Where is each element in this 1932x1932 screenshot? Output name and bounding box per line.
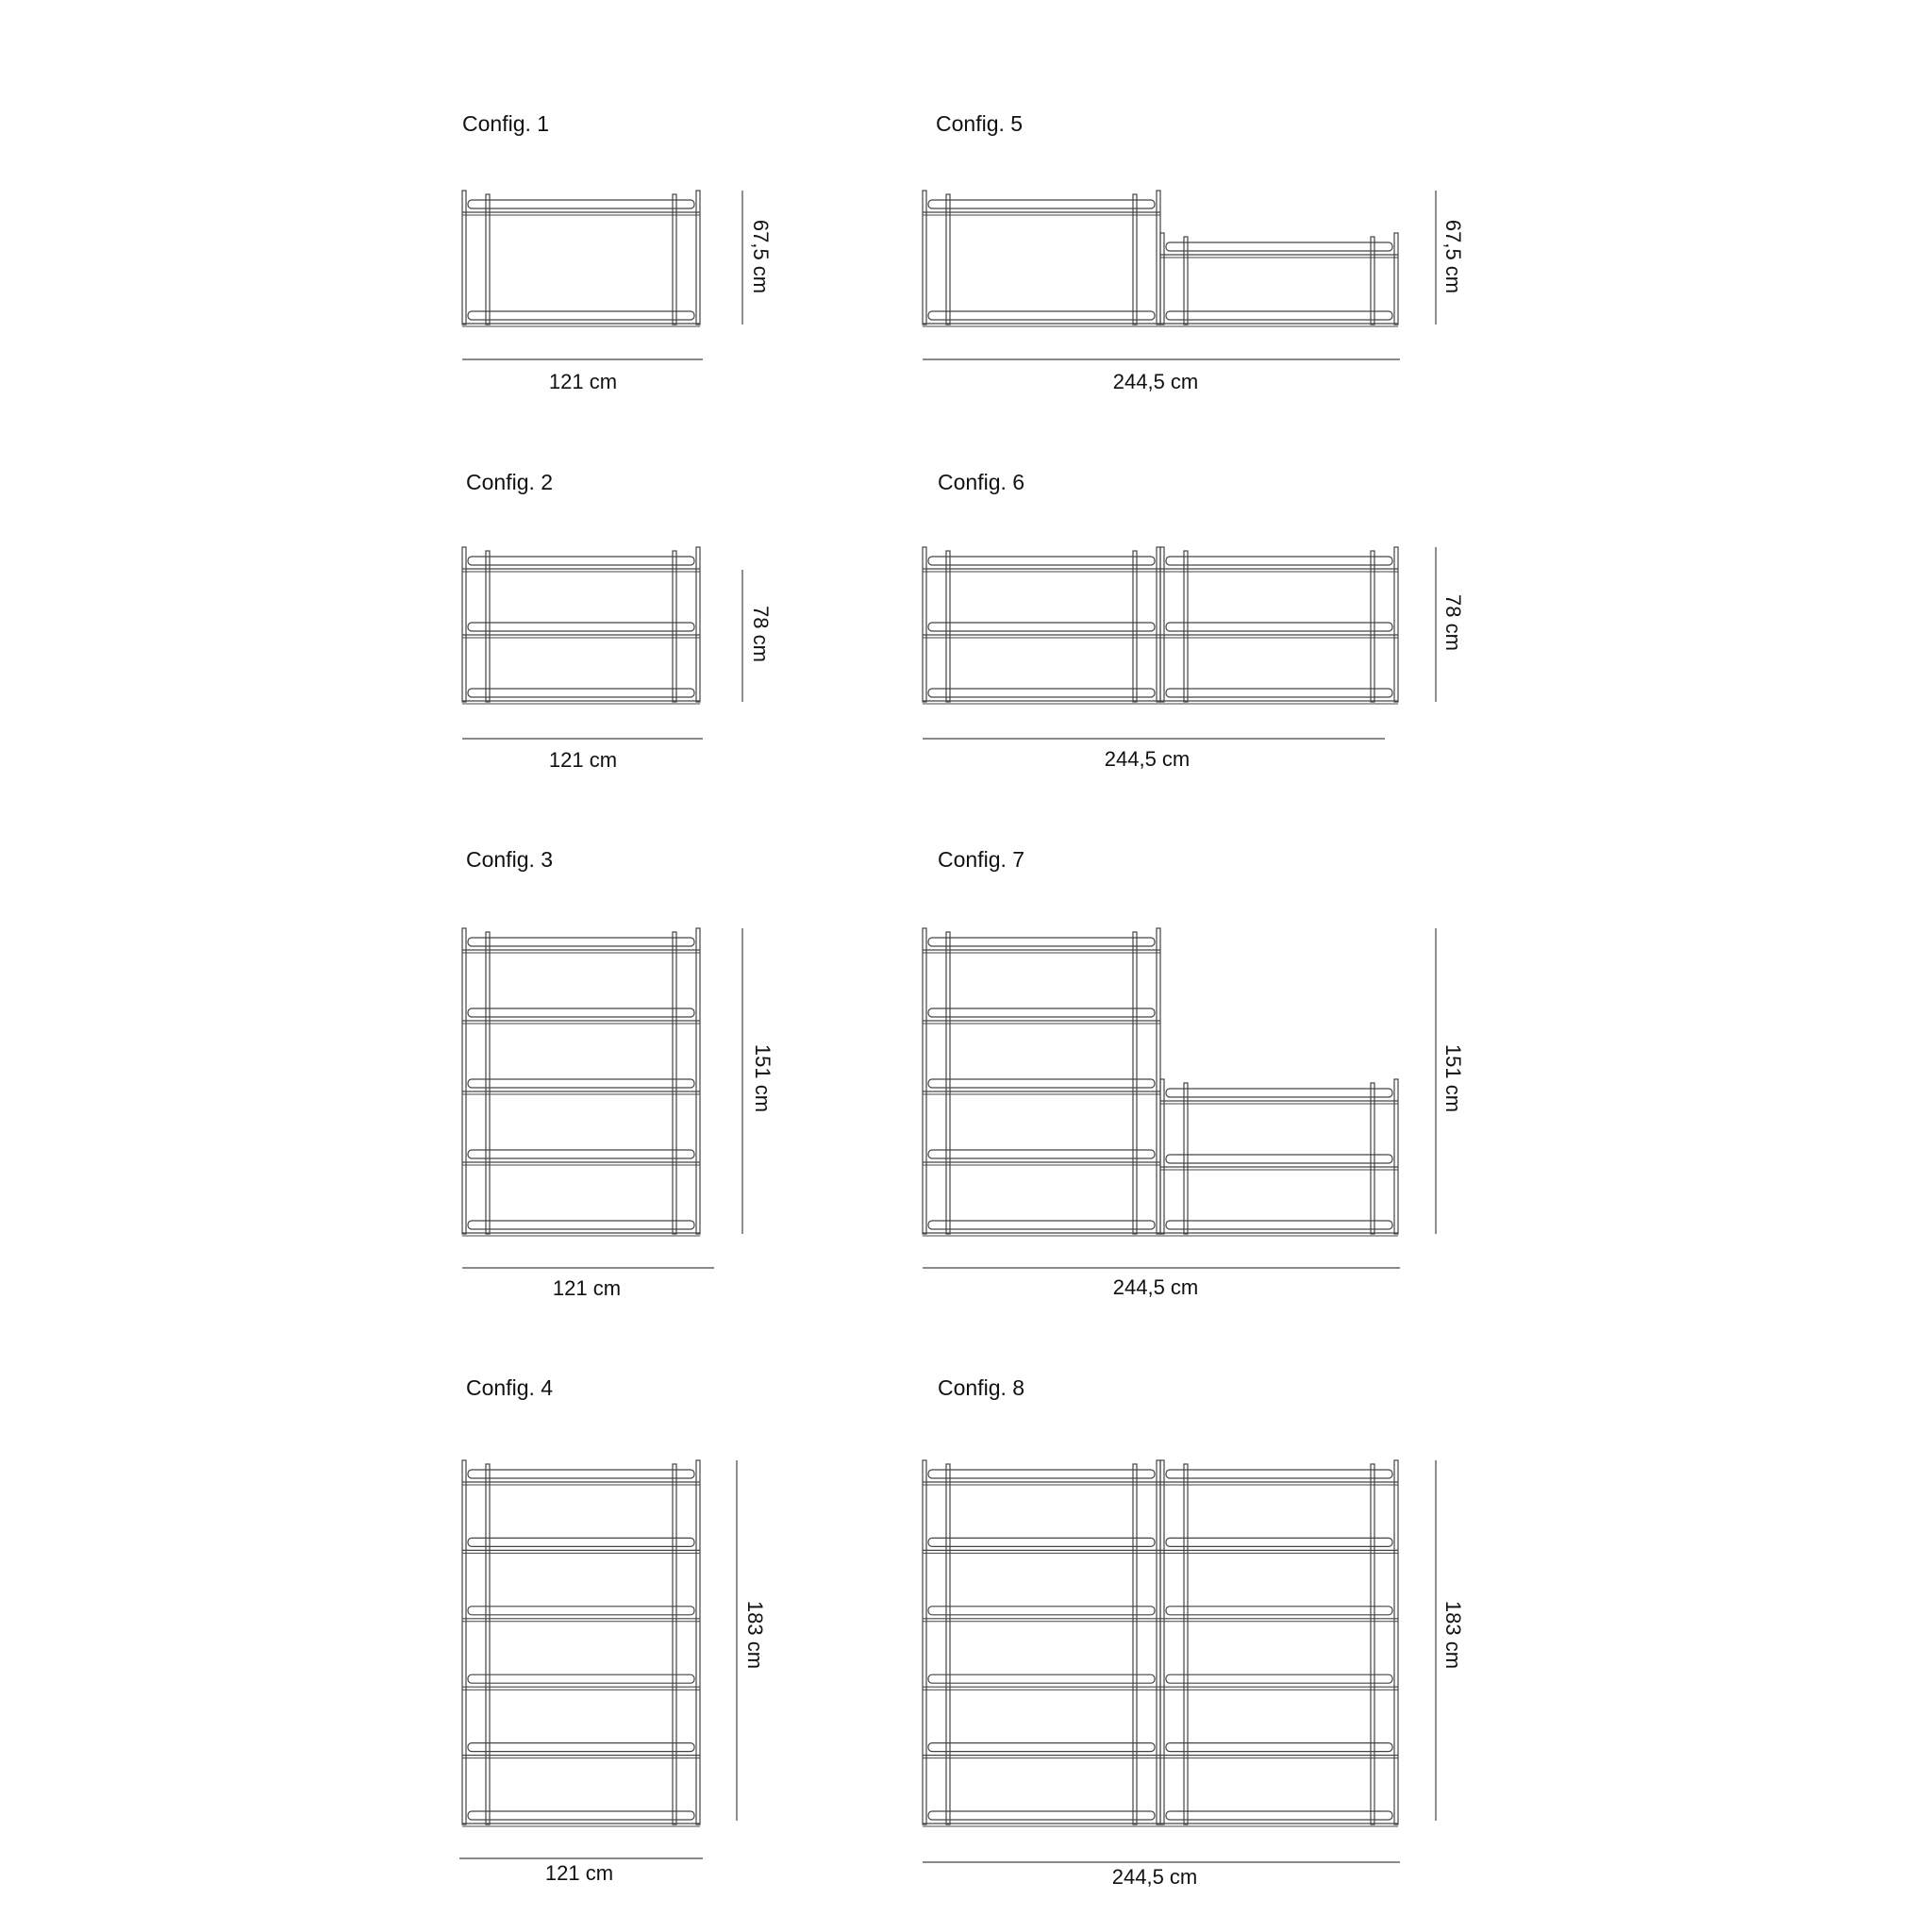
shelf-board [1166,1470,1392,1478]
config-label: Config. 5 [936,111,1024,136]
width-dimension: 121 cm [548,748,618,772]
height-dimension: 78 cm [749,606,773,662]
inner-post [1133,1464,1137,1824]
config-label: Config. 7 [938,847,1025,872]
shelf-module-1 [1160,1460,1398,1826]
config-label: Config. 3 [466,847,554,872]
width-dimension: 244,5 cm [1112,1275,1199,1299]
shelf-board [928,1811,1155,1820]
shelf-board [928,1470,1155,1478]
width-dimension: 121 cm [552,1276,622,1300]
shelf-board [928,1538,1155,1546]
shelf-board [1166,1743,1392,1752]
config-label: Config. 1 [462,111,550,136]
config-label: Config. 6 [938,470,1025,494]
height-dimension: 78 cm [1441,594,1465,651]
shelf-board [1166,1674,1392,1683]
width-dimension: 121 cm [544,1861,614,1885]
height-dimension: 67,5 cm [749,219,773,294]
shelf-board [1166,1607,1392,1615]
shelf-board [928,1607,1155,1615]
shelf-board [928,1674,1155,1683]
shelf-board [1166,1811,1392,1820]
height-dimension: 151 cm [751,1043,774,1113]
width-dimension: 121 cm [548,370,618,393]
config-label: Config. 2 [466,470,554,494]
config-label: Config. 8 [938,1375,1025,1400]
inner-post [946,1464,950,1824]
height-dimension: 183 cm [1441,1600,1465,1670]
shelf-board [928,1743,1155,1752]
inner-post [1371,1464,1374,1824]
inner-post [1184,1464,1188,1824]
shelf-module-0 [923,1460,1160,1826]
outer-post [923,1460,926,1824]
width-dimension: 244,5 cm [1104,747,1191,771]
height-dimension: 151 cm [1441,1043,1465,1113]
config-label: Config. 4 [466,1375,554,1400]
width-dimension: 244,5 cm [1112,370,1199,393]
outer-post [1394,1460,1398,1824]
height-dimension: 183 cm [743,1600,767,1670]
outer-post [1160,1460,1164,1824]
width-dimension: 244,5 cm [1111,1865,1198,1889]
shelf-board [1166,1538,1392,1546]
height-dimension: 67,5 cm [1441,219,1465,294]
